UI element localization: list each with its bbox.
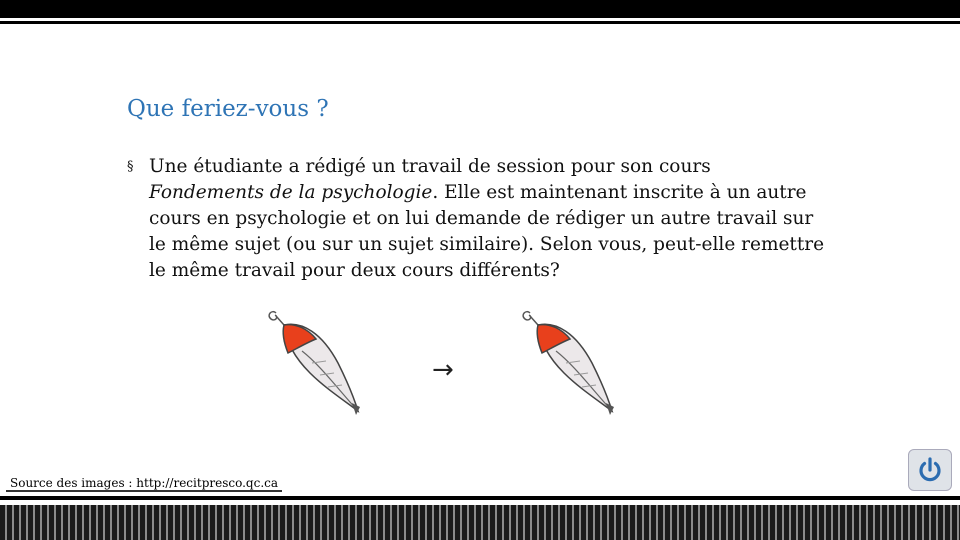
body-text-suffix: . Elle est maintenant inscrite à un autre cours en psychologie et on lui demande de rédiger un autre travail sur le même sujet (ou sur un sujet similaire). Selon vous, peut-elle remettre le même travail pour deux cours différents? — [149, 182, 825, 281]
top-border-line — [0, 21, 960, 24]
slide-title: Que feriez-vous ? — [127, 96, 329, 122]
course-name: Fondements de la psychologie — [149, 182, 433, 203]
feather-icon — [262, 303, 372, 423]
image-source-caption: Source des images : http://recitpresco.qc.ca — [6, 476, 282, 492]
bottom-striped-border — [0, 505, 960, 540]
slide-body — [127, 154, 827, 284]
bullet-marker: § — [127, 159, 134, 174]
feather-icon — [516, 303, 626, 423]
power-button[interactable] — [908, 449, 952, 491]
power-icon — [915, 455, 945, 485]
top-border-bar — [0, 0, 960, 18]
body-text-prefix: Une étudiante a rédigé un travail de session pour son cours — [149, 156, 711, 177]
transfer-arrow: → — [432, 355, 454, 385]
body-paragraph — [149, 154, 827, 284]
bottom-border-line — [0, 496, 960, 500]
